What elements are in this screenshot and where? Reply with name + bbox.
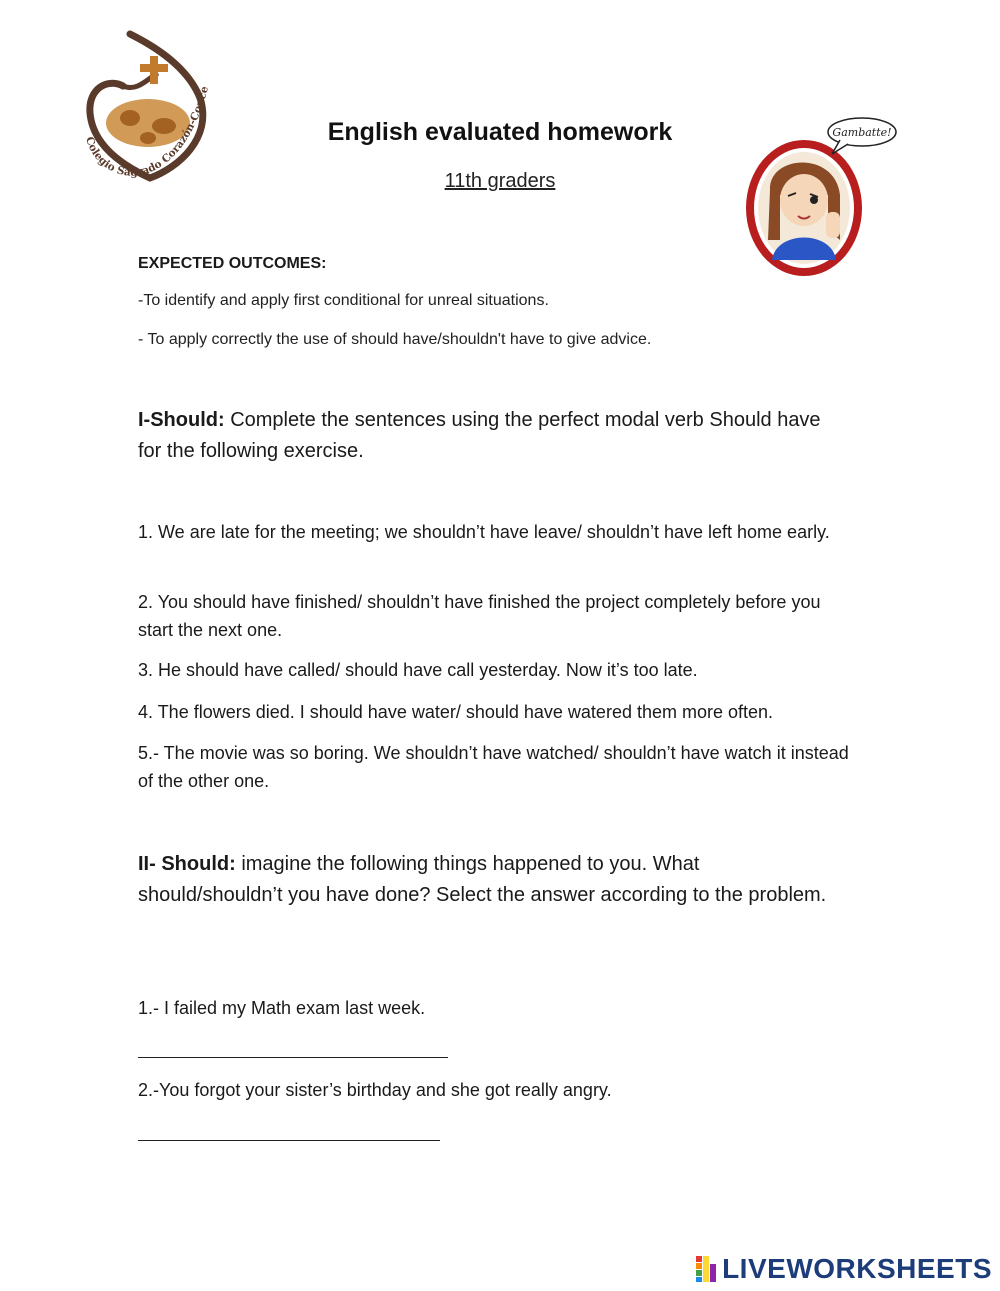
outcome-item: - To apply correctly the use of should have/shouldn't have to give advice. — [138, 331, 652, 348]
exercise-item-5: 5.- The movie was so boring. We shouldn’t have watched/ shouldn’t have watch it instead of the other one. — [138, 743, 849, 791]
answer-line-1[interactable] — [138, 1057, 448, 1058]
page-subtitle: 11th graders — [444, 170, 556, 192]
logo-text: Colegio Sagrado Corazón-Conce — [83, 84, 212, 179]
exercise-item-3: 3. He should have called/ should have call yesterday. Now it’s too late. — [138, 660, 698, 680]
page-title: English evaluated homework — [327, 118, 673, 146]
mascot-illustration — [740, 100, 900, 280]
section-1-instructions — [138, 405, 838, 467]
outcome-item: -To identify and apply first conditional for unreal situations. — [138, 292, 549, 309]
liveworksheets-logo — [696, 1252, 992, 1286]
section-1-label: I-Should: — [138, 409, 225, 431]
exercise-item-4: 4. The flowers died. I should have water/ should have watered them more often. — [138, 702, 774, 722]
section-2-instruction: imagine the following things happened to you. What should/shouldn’t you have done? Select the answer according to the problem. — [138, 853, 827, 906]
answer-line-2[interactable] — [138, 1140, 440, 1141]
problem-item-2: 2.-You forgot your sister’s birthday and she got really angry. — [138, 1080, 612, 1100]
section-2-instructions — [138, 849, 838, 911]
exercise-item-1: 1. We are late for the meeting; we shouldn’t have leave/ shouldn’t have left home early. — [138, 522, 830, 542]
exercise-item-2: 2. You should have finished/ shouldn’t have finished the project completely before you start the next one. — [138, 592, 821, 640]
liveworksheets-icon — [696, 1256, 722, 1282]
outcomes-heading: EXPECTED OUTCOMES: — [138, 255, 327, 272]
problem-item-1: 1.- I failed my Math exam last week. — [138, 998, 426, 1018]
section-2-label: II- Should: — [138, 853, 236, 875]
section-1-instruction: Complete the sentences using the perfect modal verb Should have for the following exercise. — [138, 409, 821, 462]
speech-bubble-text: Gambatte! — [832, 126, 892, 139]
brand-name: LIVEWORKSHEETS — [722, 1253, 992, 1284]
